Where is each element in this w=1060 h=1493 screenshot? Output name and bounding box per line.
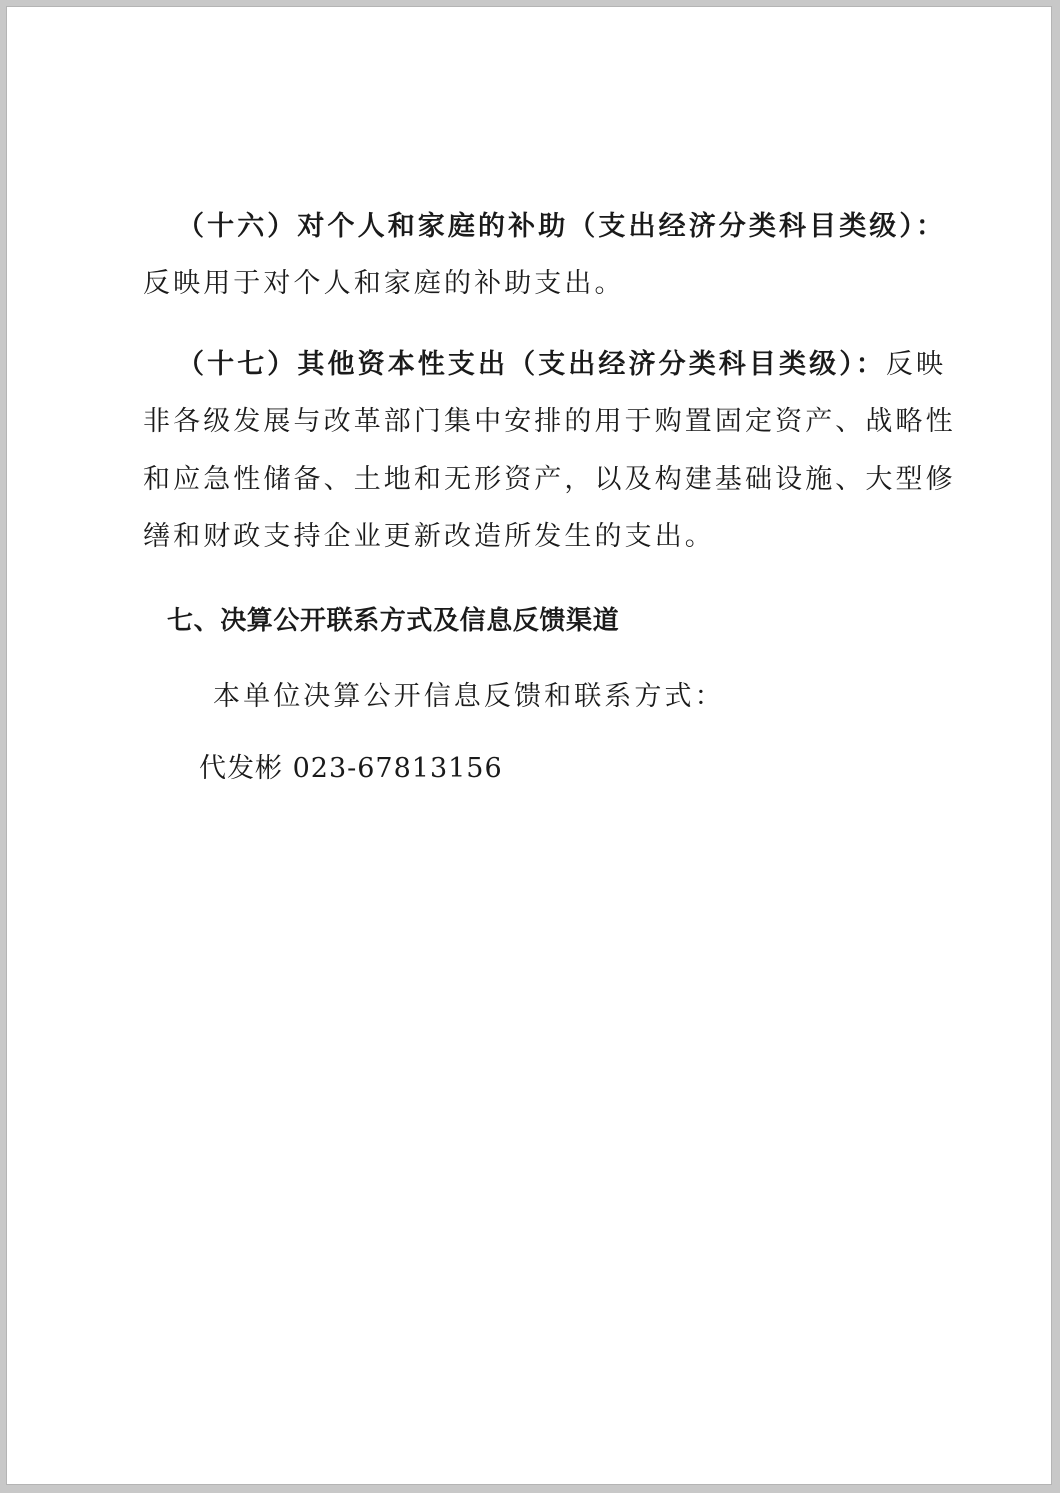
section-17-body-start: 反映 xyxy=(885,349,947,380)
section-16-label: （十六）对个人和家庭的补助（支出经济分类科目类级）： xyxy=(177,211,947,242)
section-16-body: 反映用于对个人和家庭的补助支出。 xyxy=(143,268,625,299)
section-7-intro: 本单位决算公开信息反馈和联系方式： xyxy=(213,681,725,712)
section-17-line-4: 缮和财政支持企业更新改造所发生的支出。 xyxy=(143,521,715,552)
section-17-label: （十七）其他资本性支出（支出经济分类科目类级）： xyxy=(177,349,886,380)
section-17-line-2: 非各级发展与改革部门集中安排的用于购置固定资产、战略性 xyxy=(143,406,956,437)
document-page xyxy=(6,6,1052,1485)
contact-info: 代发彬 023-67813156 xyxy=(199,753,503,784)
section-17-line-1 xyxy=(177,347,946,383)
section-7-heading: 七、决算公开联系方式及信息反馈渠道 xyxy=(167,606,620,636)
section-17-line-3: 和应急性储备、土地和无形资产，以及构建基础设施、大型修 xyxy=(143,464,956,495)
